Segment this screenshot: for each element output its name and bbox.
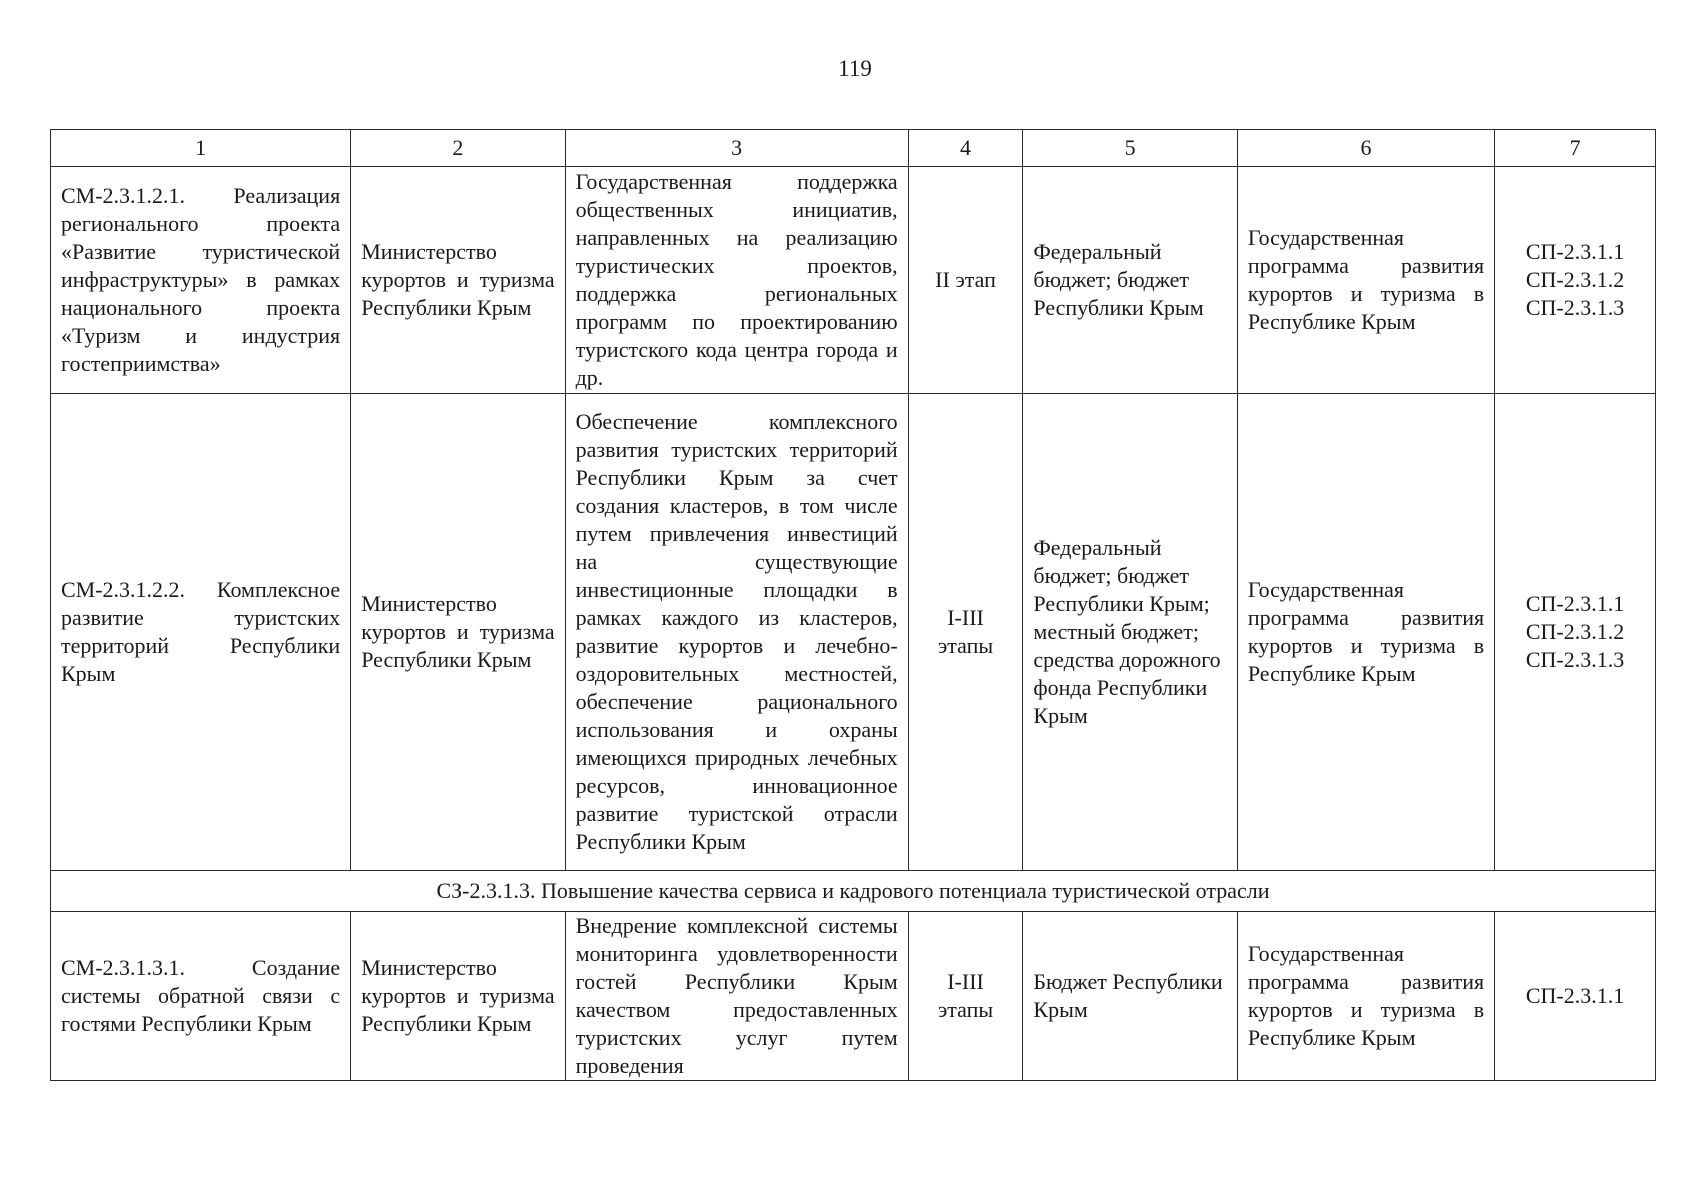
column-header: 7 — [1495, 130, 1656, 167]
table-row — [51, 167, 1656, 394]
funding-cell: Бюджет Республики Крым — [1023, 912, 1237, 1081]
funding-cell: Федеральный бюджет; бюджет Республики Крым — [1023, 167, 1237, 394]
column-header: 5 — [1023, 130, 1237, 167]
executor-cell: Министерство курортов и туризма Республики Крым — [351, 394, 565, 871]
funding-cell: Федеральный бюджет; бюджет Республики Крым; местный бюджет; средства дорожного фонда Республики Крым — [1023, 394, 1237, 871]
codes-cell — [1495, 167, 1656, 394]
section-row — [51, 871, 1656, 912]
executor-cell: Министерство курортов и туризма Республики Крым — [351, 912, 565, 1081]
stage-cell: I-III этапы — [908, 912, 1023, 1081]
executor-cell: Министерство курортов и туризма Республики Крым — [351, 167, 565, 394]
codes-cell — [1495, 394, 1656, 871]
program-cell: Государственная программа развития курортов и туризма в Республике Крым — [1237, 912, 1494, 1081]
description-cell: Государственная поддержка общественных инициатив, направленных на реализацию туристических проектов, поддержка региональных программ по проектированию туристского кода центра города и др. — [565, 167, 908, 394]
measure-cell: СМ-2.3.1.2.2. Комплексное развитие туристских территорий Республики Крым — [51, 394, 351, 871]
page-number: 119 — [838, 56, 872, 81]
column-header: 4 — [908, 130, 1023, 167]
codes-cell — [1495, 912, 1656, 1081]
measure-cell: СМ-2.3.1.3.1. Создание системы обратной связи с гостями Республики Крым — [51, 912, 351, 1081]
column-header: 1 — [51, 130, 351, 167]
program-cell: Государственная программа развития курортов и туризма в Республике Крым — [1237, 167, 1494, 394]
code-item: СП-2.3.1.1 — [1525, 239, 1625, 264]
code-item: СП-2.3.1.2 — [1525, 619, 1625, 644]
description-cell: Обеспечение комплексного развития туристских территорий Республики Крым за счет создания кластеров, в том числе путем привлечения инвестиций на существующие инвестиционные площадки в рамках каждого из кластеров, развитие курортов и лечебно-оздоровительных местностей, обеспечение рационального использования и охраны имеющихся природных лечебных ресурсов, инновационное развитие туристской отрасли Республики Крым — [565, 394, 908, 871]
program-cell: Государственная программа развития курортов и туризма в Республике Крым — [1237, 394, 1494, 871]
measure-cell: СМ-2.3.1.2.1. Реализация регионального проекта «Развитие туристической инфраструктуры» в рамках национального проекта «Туризм и индустрия гостеприимства» — [51, 167, 351, 394]
column-header: 2 — [351, 130, 565, 167]
code-item: СП-2.3.1.2 — [1525, 267, 1625, 292]
code-item: СП-2.3.1.3 — [1525, 295, 1625, 320]
code-item: СП-2.3.1.1 — [1525, 983, 1625, 1008]
code-item: СП-2.3.1.3 — [1525, 647, 1625, 672]
table-row — [51, 394, 1656, 871]
description-text: Внедрение комплексной системы мониторинга удовлетворенности гостей Республики Крым качеством предоставленных туристских услуг путем проведения — [575, 913, 898, 1078]
description-cell — [565, 912, 908, 1081]
stage-cell: I-III этапы — [908, 394, 1023, 871]
column-header: 6 — [1237, 130, 1494, 167]
table-header-row — [51, 130, 1656, 167]
section-title: СЗ-2.3.1.3. Повышение качества сервиса и кадрового потенциала туристической отрасли — [51, 871, 1656, 912]
measures-table — [50, 129, 1656, 1081]
stage-cell: II этап — [908, 167, 1023, 394]
column-header: 3 — [565, 130, 908, 167]
table-row — [51, 912, 1656, 1081]
code-item: СП-2.3.1.1 — [1525, 591, 1625, 616]
